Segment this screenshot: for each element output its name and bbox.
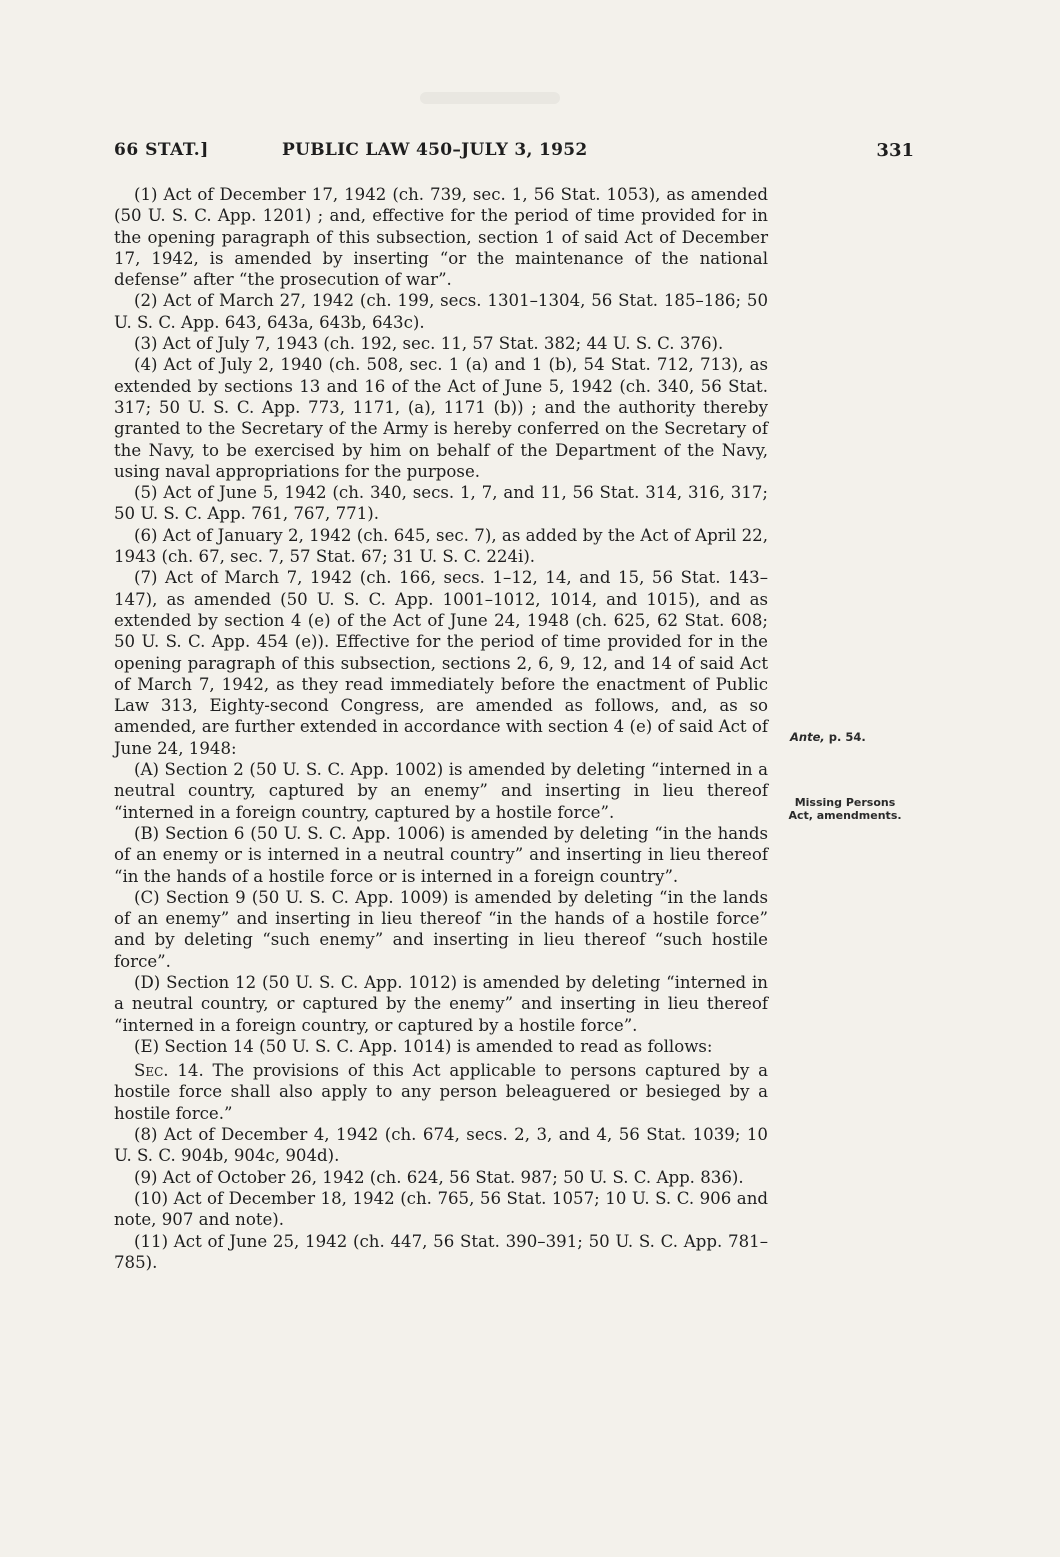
- paragraph-7c: (C) Section 9 (50 U. S. C. App. 1009) is amended by deleting “in the lands of an enemy” and inserting in lieu thereof “in the hands of a hostile force” and by deleting “such enemy” and inserting in lieu thereof “such hostile force”.: [114, 887, 768, 971]
- paragraph-7a: (A) Section 2 (50 U. S. C. App. 1002) is amended by deleting “interned in a neutral country, captured by an enemy” and inserting in lieu thereof “interned in a foreign country, captured by a hostile force”.: [114, 760, 768, 822]
- paragraph-8: (8) Act of December 4, 1942 (ch. 674, secs. 2, 3, and 4, 56 Stat. 1039; 10 U. S. C. 904b, 904c, 904d).: [114, 1125, 768, 1166]
- header-volume: 66 STAT.]: [114, 140, 209, 160]
- bleed-through-mark: [420, 92, 560, 104]
- paragraph-7d: (D) Section 12 (50 U. S. C. App. 1012) is amended by deleting “interned in a neutral country, or captured by the enemy” and inserting in lieu thereof “interned in a foreign country, or captured by a hostile force”.: [114, 972, 768, 1035]
- ante-italic: Ante,: [790, 730, 825, 744]
- paragraph-10: (10) Act of December 18, 1942 (ch. 765, 56 Stat. 1057; 10 U. S. C. 906 and note, 907 and note).: [114, 1188, 768, 1230]
- header-title: PUBLIC LAW 450–JULY 3, 1952: [282, 140, 588, 160]
- paragraph-9: (9) Act of October 26, 1942 (ch. 624, 56 Stat. 987; 50 U. S. C. App. 836).: [134, 1167, 744, 1187]
- paragraph-2: (2) Act of March 27, 1942 (ch. 199, secs. 1301–1304, 56 Stat. 185–186; 50 U. S. C. App. 643, 643a, 643b, 643c).: [114, 291, 768, 332]
- paragraph-4: (4) Act of July 2, 1940 (ch. 508, sec. 1 (a) and 1 (b), 54 Stat. 712, 713), as extended by sections 13 and 16 of the Act of June 5, 1942 (ch. 340, 56 Stat. 317; 50 U. S. C. App. 773, 1171, (a), 1171 (b)) ; and the authority thereby granted to the Secretary of the Army is hereby conferred on the Secretary of the Navy, to be exercised by him on behalf of the Department of the Navy, using naval appropriations for the purpose.: [114, 355, 768, 481]
- paragraph-7: (7) Act of March 7, 1942 (ch. 166, secs. 1–12, 14, and 15, 56 Stat. 143–147), as amended (50 U. S. C. App. 1001–1012, 1014, and 1015), and as extended by section 4 (e) of the Act of June 24, 1948 (ch. 625, 62 Stat. 608; 50 U. S. C. App. 454 (e)). Effective for the period of time provided for in the opening paragraph of this subsection, sections 2, 6, 9, 12, and 14 of said Act of March 7, 1942, as they read immediately before the enactment of Public Law 313, Eighty-second Congress, are amended as follows, and, as so amended, are further extended in accordance with section 4 (e) of said Act of June 24, 1948:: [114, 568, 768, 758]
- ante-page: p. 54.: [824, 730, 866, 744]
- quoted-section-14: [114, 1060, 768, 1124]
- sec-label: Sec.: [134, 1061, 169, 1081]
- missing-note-line-2: Act, amendments.: [788, 809, 902, 822]
- quoted-text: 14. The provisions of this Act applicable to persons captured by a hostile force shall also apply to any person beleaguered or besieged by a hostile force.”: [114, 1061, 768, 1123]
- paragraph-7e: (E) Section 14 (50 U. S. C. App. 1014) is amended to read as follows:: [134, 1036, 713, 1056]
- margin-note-ante: [790, 730, 900, 744]
- body-text: [114, 184, 768, 1273]
- margin-note-missing-persons: [770, 796, 920, 822]
- page-number: 331: [876, 140, 914, 161]
- missing-note-line-1: Missing Persons: [794, 796, 896, 809]
- running-header: [114, 140, 914, 168]
- paragraph-11: (11) Act of June 25, 1942 (ch. 447, 56 Stat. 390–391; 50 U. S. C. App. 781–785).: [114, 1231, 768, 1272]
- paragraph-3: (3) Act of July 7, 1943 (ch. 192, sec. 11, 57 Stat. 382; 44 U. S. C. 376).: [134, 334, 724, 354]
- paragraph-6: (6) Act of January 2, 1942 (ch. 645, sec. 7), as added by the Act of April 22, 1943 (ch. 67, sec. 7, 57 Stat. 67; 31 U. S. C. 224i).: [114, 525, 768, 567]
- paragraph-1: (1) Act of December 17, 1942 (ch. 739, sec. 1, 56 Stat. 1053), as amended (50 U. S. C. App. 1201) ; and, effective for the period of time provided for in the opening paragraph of this subsection, section 1 of said Act of December 17, 1942, is amended by inserting “or the maintenance of the national defense” after “the prosecution of war”.: [114, 185, 768, 290]
- paragraph-7b: (B) Section 6 (50 U. S. C. App. 1006) is amended by deleting “in the hands of an enemy or is interned in a neutral country” and inserting in lieu thereof “in the hands of a hostile force or is interned in a foreign country”.: [114, 823, 768, 886]
- paragraph-5: (5) Act of June 5, 1942 (ch. 340, secs. 1, 7, and 11, 56 Stat. 314, 316, 317; 50 U. S. C. App. 761, 767, 771).: [114, 483, 768, 524]
